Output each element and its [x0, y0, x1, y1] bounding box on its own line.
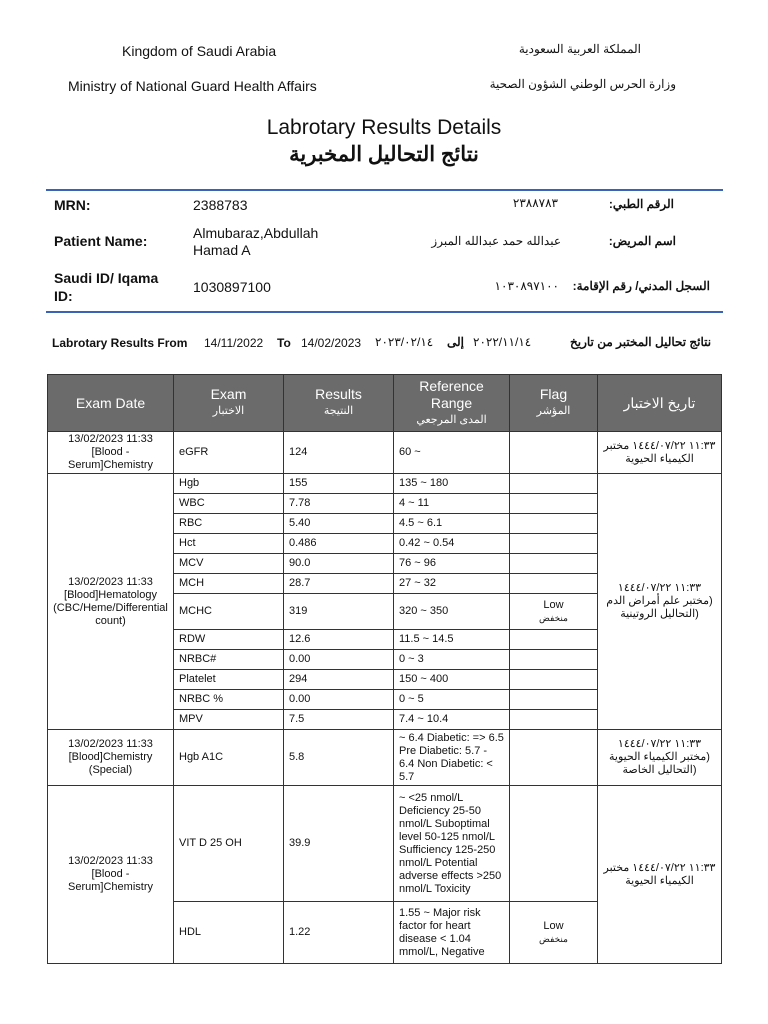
id-label-line2: ID: — [54, 288, 73, 304]
range-to-label: To — [277, 336, 291, 350]
table-row — [48, 786, 722, 902]
top-divider — [46, 189, 723, 191]
exam-name: WBC — [174, 494, 284, 514]
exam-flag — [510, 494, 598, 514]
exam-reference: 7.4 ~ 10.4 — [394, 710, 510, 730]
exam-reference: 11.5 ~ 14.5 — [394, 630, 510, 650]
exam-result: 7.5 — [284, 710, 394, 730]
patient-name-line1: Almubaraz,Abdullah — [193, 225, 319, 241]
exam-reference: 1.55 ~ Major risk factor for heart disease < 1.04 mmol/L, Negative — [394, 902, 510, 964]
exam-reference: 27 ~ 32 — [394, 574, 510, 594]
exam-flag — [510, 630, 598, 650]
col-results: Results النتيجة — [284, 375, 394, 432]
ministry-name-ar: وزارة الحرس الوطني الشؤون الصحية — [489, 77, 676, 91]
exam-flag — [510, 670, 598, 690]
exam-date-cell: 13/02/2023 11:33 [Blood]Hematology (CBC/Heme/Differential count) — [48, 474, 174, 730]
exam-result: 0.00 — [284, 690, 394, 710]
exam-flag — [510, 690, 598, 710]
table-row — [48, 474, 722, 494]
exam-name: MCHC — [174, 594, 284, 630]
exam-flag — [510, 710, 598, 730]
col-exam-date-ar: تاريخ الاختبار — [598, 375, 722, 432]
flag-label-ar: منخفض — [539, 612, 568, 623]
exam-flag — [510, 474, 598, 494]
exam-reference: 0 ~ 3 — [394, 650, 510, 670]
exam-name: Hgb — [174, 474, 284, 494]
exam-reference: ~ <25 nmol/L Deficiency 25-50 nmol/L Suboptimal level 50-125 nmol/L Sufficiency 125-250 nmol/L Potential adverse effects >250 nmol/L Toxicity — [394, 786, 510, 902]
col-reference: Reference Range المدى المرجعي — [394, 375, 510, 432]
flag-label-ar: منخفض — [539, 933, 568, 944]
mrn-label: MRN: — [54, 197, 91, 213]
mrn-value-ar: ٢٣٨٨٧٨٣ — [512, 196, 558, 210]
exam-date-ar-cell: ١١:٣٣ ١٤٤٤/٠٧/٢٢ مختبر الكيمياء الحيوية — [598, 786, 722, 964]
exam-reference: 135 ~ 180 — [394, 474, 510, 494]
mrn-label-ar: الرقم الطبي: — [608, 197, 674, 211]
exam-reference: ~ 6.4 Diabetic: => 6.5 Pre Diabetic: 5.7 - 6.4 Non Diabetic: < 5.7 — [394, 730, 510, 786]
exam-flag — [510, 902, 598, 964]
exam-name: Hct — [174, 534, 284, 554]
exam-name: eGFR — [174, 432, 284, 474]
page-title-en: Labrotary Results Details — [266, 116, 502, 139]
exam-date-cell: 13/02/2023 11:33 [Blood]Chemistry (Special) — [48, 730, 174, 786]
range-from-date-ar: ٢٠٢٢/١١/١٤ — [473, 335, 532, 349]
exam-reference: 0 ~ 5 — [394, 690, 510, 710]
page-title-ar: نتائج التحاليل المخبرية — [289, 143, 479, 166]
range-from-date: 14/11/2022 — [204, 336, 264, 350]
exam-reference: 4 ~ 11 — [394, 494, 510, 514]
exam-result: 1.22 — [284, 902, 394, 964]
range-to-date-ar: ٢٠٢٣/٠٢/١٤ — [375, 335, 434, 349]
exam-name: Platelet — [174, 670, 284, 690]
exam-flag — [510, 432, 598, 474]
exam-flag — [510, 786, 598, 902]
exam-flag — [510, 650, 598, 670]
exam-flag — [510, 730, 598, 786]
exam-date-cell: 13/02/2023 11:33 [Blood - Serum]Chemistry — [48, 786, 174, 964]
id-label-line1: Saudi ID/ Iqama — [54, 270, 159, 286]
range-to-label-ar: إلى — [447, 335, 464, 349]
exam-result: 0.00 — [284, 650, 394, 670]
range-from-label: Labrotary Results From — [52, 336, 188, 350]
bottom-divider — [46, 311, 723, 313]
ministry-name-en: Ministry of National Guard Health Affairs — [68, 78, 317, 94]
exam-result: 155 — [284, 474, 394, 494]
exam-result: 0.486 — [284, 534, 394, 554]
exam-name: MCH — [174, 574, 284, 594]
patient-name-label-ar: اسم المريض: — [608, 234, 676, 248]
col-exam: Exam الاختبار — [174, 375, 284, 432]
exam-reference: 4.5 ~ 6.1 — [394, 514, 510, 534]
exam-flag — [510, 554, 598, 574]
exam-result: 28.7 — [284, 574, 394, 594]
exam-name: RDW — [174, 630, 284, 650]
patient-name-label: Patient Name: — [54, 233, 148, 249]
results-table — [47, 374, 722, 964]
id-label-ar: السجل المدني/ رقم الإقامة: — [572, 279, 710, 293]
exam-result: 90.0 — [284, 554, 394, 574]
exam-date-cell: 13/02/2023 11:33 [Blood - Serum]Chemistry — [48, 432, 174, 474]
exam-reference: 0.42 ~ 0.54 — [394, 534, 510, 554]
exam-result: 39.9 — [284, 786, 394, 902]
col-flag: Flag المؤشر — [510, 375, 598, 432]
exam-reference: 320 ~ 350 — [394, 594, 510, 630]
exam-result: 319 — [284, 594, 394, 630]
id-value: 1030897100 — [193, 279, 271, 295]
exam-flag — [510, 574, 598, 594]
exam-name: HDL — [174, 902, 284, 964]
country-name-en: Kingdom of Saudi Arabia — [122, 43, 277, 59]
country-name-ar: المملكة العربية السعودية — [518, 42, 641, 56]
range-to-date: 14/02/2023 — [301, 336, 362, 350]
exam-name: VIT D 25 OH — [174, 786, 284, 902]
exam-result: 5.8 — [284, 730, 394, 786]
exam-flag — [510, 594, 598, 630]
exam-name: RBC — [174, 514, 284, 534]
exam-reference: 150 ~ 400 — [394, 670, 510, 690]
flag-label: Low — [543, 919, 564, 932]
exam-flag — [510, 534, 598, 554]
col-exam-date: Exam Date — [48, 375, 174, 432]
exam-result: 12.6 — [284, 630, 394, 650]
table-row — [48, 730, 722, 786]
exam-reference: 76 ~ 96 — [394, 554, 510, 574]
exam-result: 124 — [284, 432, 394, 474]
exam-date-ar-cell: ١١:٣٣ ١٤٤٤/٠٧/٢٢ مختبر الكيمياء الحيوية — [598, 432, 722, 474]
range-from-label-ar: نتائج تحاليل المختبر من تاريخ — [570, 335, 712, 349]
exam-name: MCV — [174, 554, 284, 574]
flag-label: Low — [543, 598, 564, 611]
exam-date-ar-cell: ١١:٣٣ ١٤٤٤/٠٧/٢٢ (مختبر علم أمراض الدم (التحاليل الروتينية — [598, 474, 722, 730]
exam-name: MPV — [174, 710, 284, 730]
exam-flag — [510, 514, 598, 534]
exam-name: NRBC % — [174, 690, 284, 710]
exam-result: 5.40 — [284, 514, 394, 534]
id-value-ar: ١٠٣٠٨٩٧١٠٠ — [494, 279, 559, 293]
table-header-row — [48, 375, 722, 432]
mrn-value: 2388783 — [193, 197, 248, 213]
exam-date-ar-cell: ١١:٣٣ ١٤٤٤/٠٧/٢٢ (مختبر الكيمياء الحيوية (التحاليل الخاصة — [598, 730, 722, 786]
exam-reference: 60 ~ — [394, 432, 510, 474]
exam-result: 294 — [284, 670, 394, 690]
exam-name: NRBC# — [174, 650, 284, 670]
table-row — [48, 432, 722, 474]
patient-name-line2: Hamad A — [193, 242, 251, 258]
patient-name-ar: عبدالله حمد عبدالله المبرز — [431, 234, 561, 248]
exam-result: 7.78 — [284, 494, 394, 514]
exam-name: Hgb A1C — [174, 730, 284, 786]
